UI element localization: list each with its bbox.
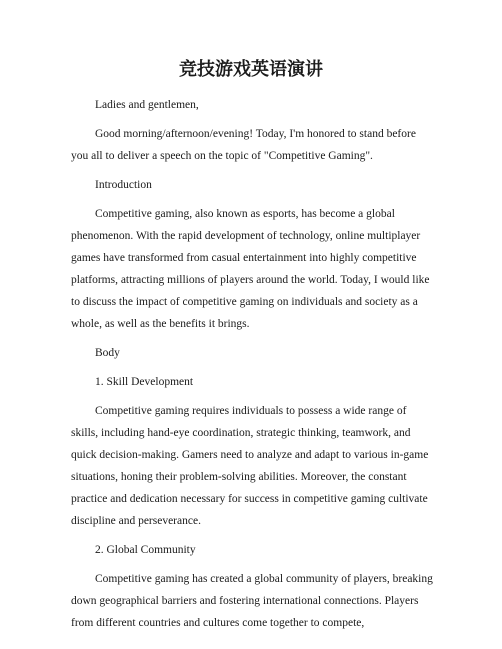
subheading-global-community: 2. Global Community bbox=[95, 544, 196, 556]
introduction-paragraph: Competitive gaming, also known as esports, has become a global phenomenon. With the rapid development of technology, online multiplayer games have transformed from casual entertainment into highly competitive platforms, attracting millions of players around the world. Today, I would like to discuss the impact of competitive gaming on individuals and society as a whole, as well as the benefits it brings. bbox=[71, 208, 430, 330]
subheading-skill-development: 1. Skill Development bbox=[95, 376, 194, 388]
section-heading-introduction: Introduction bbox=[95, 179, 152, 191]
section-heading-body: Body bbox=[95, 347, 120, 359]
salutation: Ladies and gentlemen, bbox=[95, 99, 199, 111]
document-title: 竞技游戏英语演讲 bbox=[179, 59, 323, 80]
document-body bbox=[71, 94, 433, 634]
global-community-paragraph: Competitive gaming has created a global community of players, breaking down geographical barriers and fostering international connections. Players from different countries and cultures come together to compete, bbox=[71, 573, 433, 629]
opening-paragraph: Good morning/afternoon/evening! Today, I'm honored to stand before you all to deliver a speech on the topic of "Competitive Gaming". bbox=[71, 128, 416, 162]
skill-development-paragraph: Competitive gaming requires individuals to possess a wide range of skills, including hand-eye coordination, strategic thinking, teamwork, and quick decision-making. Gamers need to analyze and adapt to various in-game situations, honing their problem-solving abilities. Moreover, the constant practice and dedication necessary for success in competitive gaming cultivate discipline and perseverance. bbox=[71, 405, 429, 527]
